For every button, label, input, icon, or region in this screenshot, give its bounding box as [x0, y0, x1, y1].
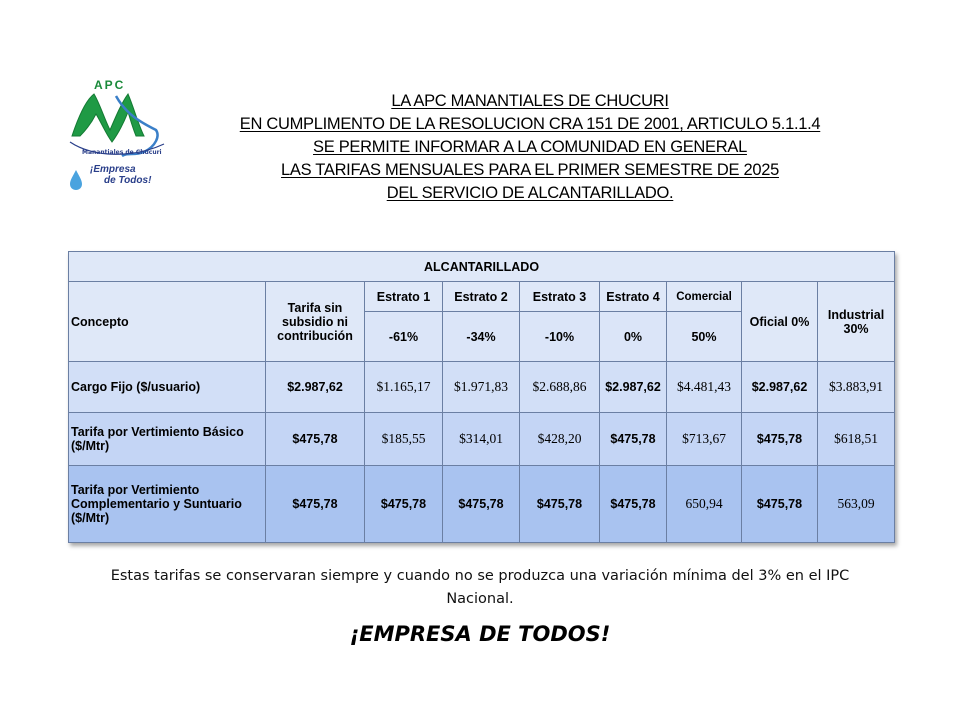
table-cell: $475,78 — [443, 466, 520, 543]
ipc-note: Estas tarifas se conservaran siempre y cuando no se produzca una variación mínima del 3% en el IPC Nacional. — [110, 568, 850, 607]
table-cell: $2.987,62 — [742, 362, 818, 413]
row-concepto: Tarifa por Vertimiento Básico ($/Mtr) — [69, 413, 266, 466]
table-cell: $4.481,43 — [667, 362, 742, 413]
table-row — [69, 413, 895, 466]
table-cell: $1.165,17 — [365, 362, 443, 413]
header-estrato-2: Estrato 2 — [443, 282, 520, 312]
table-row — [69, 362, 895, 413]
pct-estrato-3: -10% — [520, 312, 600, 362]
header-industrial: Industrial 30% — [818, 282, 895, 362]
table-cell: $475,78 — [266, 413, 365, 466]
table-cell: $1.971,83 — [443, 362, 520, 413]
row-concepto: Tarifa por Vertimiento Complementario y Suntuario ($/Mtr) — [69, 466, 266, 543]
header-estrato-3: Estrato 3 — [520, 282, 600, 312]
table-cell: $618,51 — [818, 413, 895, 466]
heading-line: SE PERMITE INFORMAR A LA COMUNIDAD EN GENERAL — [313, 138, 747, 156]
table-cell: 650,94 — [667, 466, 742, 543]
heading-line: EN CUMPLIMENTO DE LA RESOLUCION CRA 151 DE 2001, ARTICULO 5.1.1.4 — [239, 115, 821, 133]
table-cell: $713,67 — [667, 413, 742, 466]
row-concepto: Cargo Fijo ($/usuario) — [69, 362, 266, 413]
svg-text:Manantiales de Chucuri: Manantiales de Chucuri — [82, 149, 162, 156]
heading-line: LAS TARIFAS MENSUALES PARA EL PRIMER SEMESTRE DE 2025 — [281, 161, 779, 179]
header-tarifa: Tarifa sin subsidio ni contribución — [266, 282, 365, 362]
motto-text: ¡EMPRESA DE TODOS! — [349, 622, 611, 646]
logo-slogan: ¡Empresa de Todos! — [90, 164, 152, 186]
table-cell: $185,55 — [365, 413, 443, 466]
company-logo — [64, 78, 174, 196]
logo-brand: APC — [94, 78, 126, 92]
table-cell: $475,78 — [600, 413, 667, 466]
header-estrato-1: Estrato 1 — [365, 282, 443, 312]
table-cell: $475,78 — [266, 466, 365, 543]
tariff-table — [68, 251, 895, 543]
pct-estrato-2: -34% — [443, 312, 520, 362]
pct-estrato-4: 0% — [600, 312, 667, 362]
header-oficial: Oficial 0% — [742, 282, 818, 362]
heading-line: LA APC MANANTIALES DE CHUCURI — [391, 92, 669, 110]
header-concepto: Concepto — [69, 282, 266, 362]
table-cell: $3.883,91 — [818, 362, 895, 413]
table-cell: $2.987,62 — [266, 362, 365, 413]
header-estrato-4: Estrato 4 — [600, 282, 667, 312]
table-cell: $475,78 — [365, 466, 443, 543]
pct-comercial: 50% — [667, 312, 742, 362]
table-cell: 563,09 — [818, 466, 895, 543]
table-row — [69, 466, 895, 543]
table-cell: $475,78 — [742, 466, 818, 543]
pct-estrato-1: -61% — [365, 312, 443, 362]
table-cell: $314,01 — [443, 413, 520, 466]
table-cell: $2.688,86 — [520, 362, 600, 413]
table-title: ALCANTARILLADO — [69, 252, 895, 282]
heading-line: DEL SERVICIO DE ALCANTARILLADO. — [386, 184, 674, 202]
table-cell: $475,78 — [600, 466, 667, 543]
header-comercial: Comercial — [667, 282, 742, 312]
table-cell: $475,78 — [742, 413, 818, 466]
table-cell: $2.987,62 — [600, 362, 667, 413]
page-heading — [180, 90, 880, 205]
table-cell: $475,78 — [520, 466, 600, 543]
table-cell: $428,20 — [520, 413, 600, 466]
